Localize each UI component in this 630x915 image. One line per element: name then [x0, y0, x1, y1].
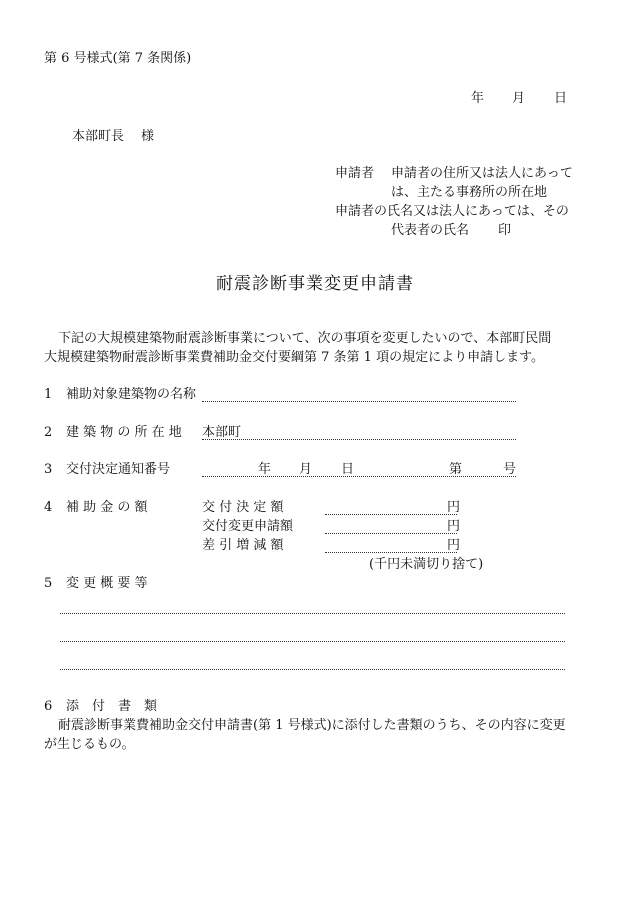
subsidy-change-label: 交付変更申請額: [202, 519, 294, 534]
item2-number: 2: [44, 425, 53, 440]
applicant-name-line1: 申請者の氏名又は法人にあっては、その: [335, 204, 569, 219]
item6-text-line1: 耐震診断事業費補助金交付申請書(第 1 号様式)に添付した書類のうち、その内容に変更: [58, 718, 566, 733]
item3-number: 3: [44, 462, 53, 477]
item2-value: 本部町: [202, 425, 242, 440]
change-summary-line-3[interactable]: [60, 669, 565, 670]
item6-label: 添 付 書 類: [66, 699, 158, 714]
date-month-label: 月: [512, 91, 526, 106]
intro-line1: 下記の大規模建築物耐震診断事業について、次の事項を変更したいので、本部町民間: [58, 331, 552, 346]
applicant-name-line2: 代表者の氏名: [391, 223, 470, 238]
item3-year-label: 年: [258, 462, 272, 477]
subsidy-decided-unit: 円: [447, 500, 461, 515]
item3-dai-label: 第: [449, 462, 463, 477]
subsidy-decided-fill-line[interactable]: [325, 514, 457, 515]
date-day-label: 日: [554, 91, 568, 106]
recipient-honorific: 様: [141, 129, 155, 144]
document-title: 耐震診断事業変更申請書: [216, 274, 414, 294]
change-summary-line-1[interactable]: [60, 613, 565, 614]
item3-fill-line[interactable]: [202, 476, 516, 477]
applicant-address-line1: 申請者の住所又は法人にあって: [391, 166, 573, 181]
form-number-label: 第 6 号様式(第 7 条関係): [44, 51, 192, 66]
item3-month-label: 月: [299, 462, 313, 477]
rounding-note: (千円未満切り捨て): [369, 557, 484, 572]
item3-label: 交付決定通知番号: [66, 462, 171, 477]
recipient-name: 本部町長: [72, 129, 125, 144]
subsidy-change-fill-line[interactable]: [325, 533, 457, 534]
applicant-address-line2: は、主たる事務所の所在地: [391, 185, 548, 200]
date-year-label: 年: [471, 91, 485, 106]
subsidy-diff-unit: 円: [447, 538, 461, 553]
item1-number: 1: [44, 387, 53, 402]
item2-fill-line[interactable]: [202, 439, 516, 440]
item5-number: 5: [44, 576, 53, 591]
applicant-label: 申請者: [335, 166, 375, 181]
item5-label: 変 更 概 要 等: [66, 576, 148, 591]
item2-label: 建 築 物 の 所 在 地: [66, 425, 182, 440]
intro-line2: 大規模建築物耐震診断事業費補助金交付要綱第 7 条第 1 項の規定により申請します。: [44, 350, 545, 365]
subsidy-diff-label: 差 引 増 減 額: [202, 538, 284, 553]
item3-day-label: 日: [341, 462, 355, 477]
item1-label: 補助対象建築物の名称: [66, 387, 197, 402]
item6-number: 6: [44, 699, 53, 714]
subsidy-change-unit: 円: [447, 519, 461, 534]
item4-label: 補 助 金 の 額: [66, 500, 148, 515]
subsidy-decided-label: 交 付 決 定 額: [202, 500, 284, 515]
seal-mark: 印: [498, 223, 512, 238]
item1-fill-line[interactable]: [202, 401, 516, 402]
item6-text-line2: が生じるもの。: [44, 737, 135, 752]
item4-number: 4: [44, 500, 53, 515]
subsidy-diff-fill-line[interactable]: [325, 552, 457, 553]
change-summary-line-2[interactable]: [60, 641, 565, 642]
item3-go-label: 号: [503, 462, 517, 477]
